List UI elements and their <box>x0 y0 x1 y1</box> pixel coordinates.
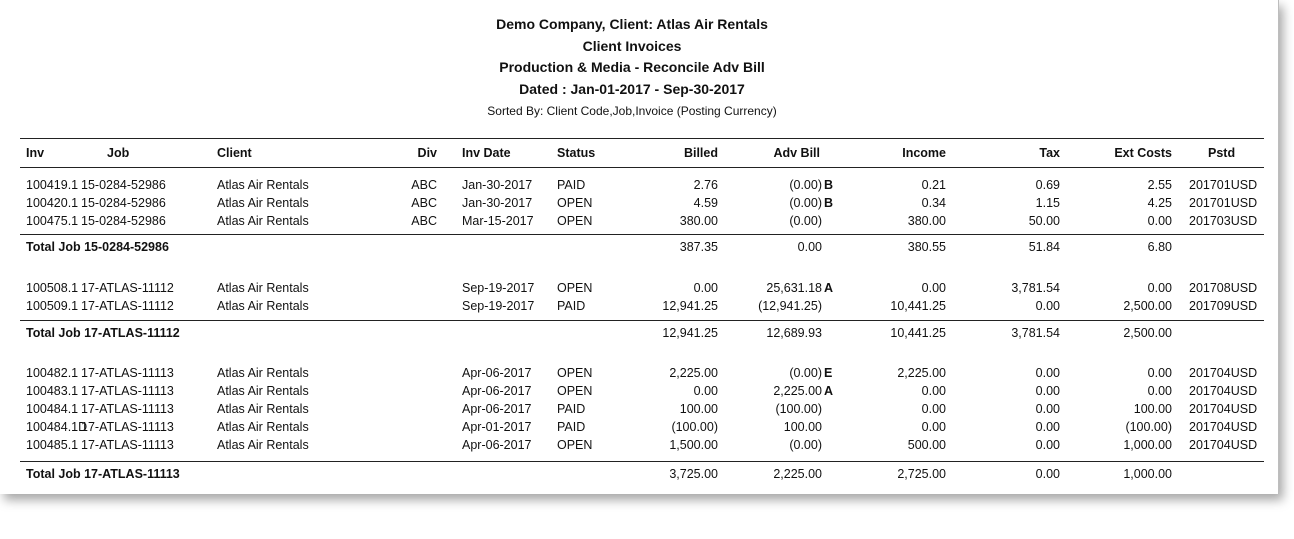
header-bottom-rule <box>20 167 1264 168</box>
inv-cell: 100485.1 <box>26 438 79 452</box>
ext-costs-cell: 100.00 <box>1133 402 1172 416</box>
billed-cell: 380.00 <box>679 214 718 228</box>
billed-cell: 0.00 <box>693 281 718 295</box>
client-cell: Atlas Air Rentals <box>217 178 309 192</box>
total-adv-bill: 0.00 <box>797 240 822 254</box>
adv-bill-cell: (0.00) <box>789 438 822 452</box>
table-row <box>0 213 1278 230</box>
job-cell: 17-ATLAS-11113 <box>81 402 174 416</box>
pstd-cell: 201704USD <box>1189 438 1258 452</box>
col-adv-bill-header: Adv Bill <box>773 146 820 160</box>
total-ext-costs: 6.80 <box>1147 240 1172 254</box>
billed-cell: 2.76 <box>693 178 718 192</box>
status-cell: PAID <box>557 178 586 192</box>
column-header-row <box>0 145 1278 162</box>
inv-date-cell: Apr-06-2017 <box>462 402 532 416</box>
adv-bill-cell: (12,941.25) <box>758 299 822 313</box>
col-income-header: Income <box>902 146 946 160</box>
adv-bill-cell: (0.00) <box>789 366 822 380</box>
income-cell: 0.00 <box>921 281 946 295</box>
client-cell: Atlas Air Rentals <box>217 214 309 228</box>
billed-cell: 0.00 <box>693 384 718 398</box>
total-label: Total Job 15-0284-52986 <box>26 240 169 254</box>
status-cell: OPEN <box>557 214 593 228</box>
div-cell <box>380 401 437 418</box>
ext-costs-cell: 0.00 <box>1147 366 1172 380</box>
job-total-row <box>0 325 1278 342</box>
adv-bill-flag: E <box>824 366 833 380</box>
total-billed: 387.35 <box>679 240 718 254</box>
col-inv-date-header: Inv Date <box>462 146 511 160</box>
client-cell: Atlas Air Rentals <box>217 196 309 210</box>
income-cell: 500.00 <box>907 438 946 452</box>
div-cell <box>380 280 437 297</box>
inv-cell: 100482.1 <box>26 366 79 380</box>
inv-date-cell: Sep-19-2017 <box>462 299 535 313</box>
client-cell: Atlas Air Rentals <box>217 384 309 398</box>
pstd-cell: 201701USD <box>1189 196 1258 210</box>
income-cell: 380.00 <box>907 214 946 228</box>
inv-date-cell: Mar-15-2017 <box>462 214 534 228</box>
col-billed-header: Billed <box>683 146 718 160</box>
total-billed: 12,941.25 <box>662 326 718 340</box>
col-status-header: Status <box>557 146 596 160</box>
adv-bill-cell: 25,631.18 <box>766 281 822 295</box>
status-cell: OPEN <box>557 438 593 452</box>
total-income: 10,441.25 <box>890 326 946 340</box>
total-tax: 3,781.54 <box>1011 326 1060 340</box>
job-cell: 17-ATLAS-11113 <box>81 420 174 434</box>
div-cell: ABC <box>411 196 437 210</box>
inv-date-cell: Sep-19-2017 <box>462 281 535 295</box>
total-adv-bill: 12,689.93 <box>766 326 822 340</box>
adv-bill-flag: A <box>824 281 834 295</box>
div-cell <box>380 365 437 382</box>
client-cell: Atlas Air Rentals <box>217 438 309 452</box>
tax-cell: 0.00 <box>1035 420 1060 434</box>
tax-cell: 0.00 <box>1035 366 1060 380</box>
inv-date-cell: Apr-06-2017 <box>462 438 532 452</box>
status-cell: PAID <box>557 299 586 313</box>
col-ext-costs-header: Ext Costs <box>1114 146 1172 160</box>
total-tax: 0.00 <box>1035 467 1060 481</box>
job-cell: 15-0284-52986 <box>81 214 166 228</box>
total-ext-costs: 1,000.00 <box>1123 467 1172 481</box>
inv-date-cell: Apr-01-2017 <box>462 420 532 434</box>
client-cell: Atlas Air Rentals <box>217 420 309 434</box>
tax-cell: 1.15 <box>1035 196 1060 210</box>
table-row <box>0 401 1278 418</box>
pstd-cell: 201704USD <box>1189 420 1258 434</box>
table-row <box>0 365 1278 382</box>
report-header <box>0 14 1264 121</box>
job-cell: 17-ATLAS-11113 <box>81 438 174 452</box>
client-cell: Atlas Air Rentals <box>217 281 309 295</box>
job-cell: 15-0284-52986 <box>81 178 166 192</box>
tax-cell: 0.00 <box>1035 438 1060 452</box>
inv-cell: 100483.1 <box>26 384 79 398</box>
ext-costs-cell: 0.00 <box>1147 281 1172 295</box>
job-cell: 17-ATLAS-11113 <box>81 366 174 380</box>
status-cell: PAID <box>557 420 586 434</box>
inv-date-cell: Apr-06-2017 <box>462 384 532 398</box>
div-cell <box>380 383 437 400</box>
billed-cell: 1,500.00 <box>669 438 718 452</box>
status-cell: OPEN <box>557 196 593 210</box>
inv-date-cell: Apr-06-2017 <box>462 366 532 380</box>
billed-cell: 2,225.00 <box>669 366 718 380</box>
ext-costs-cell: 0.00 <box>1147 214 1172 228</box>
total-ext-costs: 2,500.00 <box>1123 326 1172 340</box>
total-rule <box>20 461 1264 462</box>
inv-date-cell: Jan-30-2017 <box>462 196 533 210</box>
job-cell: 17-ATLAS-11112 <box>81 281 174 295</box>
client-cell: Atlas Air Rentals <box>217 402 309 416</box>
income-cell: 0.34 <box>921 196 946 210</box>
income-cell: 0.00 <box>921 384 946 398</box>
income-cell: 10,441.25 <box>890 299 946 313</box>
adv-bill-flag: B <box>824 196 834 210</box>
income-cell: 0.00 <box>921 402 946 416</box>
div-cell <box>380 298 437 315</box>
adv-bill-flag: B <box>824 178 834 192</box>
status-cell: OPEN <box>557 384 593 398</box>
tax-cell: 0.00 <box>1035 402 1060 416</box>
date-range: Dated : Jan-01-2017 - Sep-30-2017 <box>519 80 745 97</box>
adv-bill-cell: (0.00) <box>789 178 822 192</box>
total-tax: 51.84 <box>1028 240 1060 254</box>
adv-bill-flag: A <box>824 384 834 398</box>
ext-costs-cell: 2,500.00 <box>1123 299 1172 313</box>
col-tax-header: Tax <box>1039 146 1060 160</box>
col-inv-header: Inv <box>26 146 45 160</box>
col-job-header: Job <box>107 146 130 160</box>
table-row <box>0 280 1278 297</box>
pstd-cell: 201701USD <box>1189 178 1258 192</box>
income-cell: 0.21 <box>921 178 946 192</box>
company-client-title: Demo Company, Client: Atlas Air Rentals <box>496 16 768 32</box>
adv-bill-cell: (0.00) <box>789 196 822 210</box>
status-cell: PAID <box>557 402 586 416</box>
billed-cell: (100.00) <box>671 420 718 434</box>
tax-cell: 50.00 <box>1028 214 1060 228</box>
total-label: Total Job 17-ATLAS-11112 <box>26 326 180 340</box>
col-div-header: Div <box>417 146 437 160</box>
tax-cell: 0.00 <box>1035 299 1060 313</box>
ext-costs-cell: (100.00) <box>1125 420 1172 434</box>
div-cell <box>380 437 437 454</box>
tax-cell: 0.00 <box>1035 384 1060 398</box>
tax-cell: 3,781.54 <box>1011 281 1060 295</box>
job-total-row <box>0 466 1278 483</box>
tax-cell: 0.69 <box>1035 178 1060 192</box>
client-cell: Atlas Air Rentals <box>217 366 309 380</box>
total-rule <box>20 234 1264 235</box>
billed-cell: 100.00 <box>679 402 718 416</box>
job-cell: 15-0284-52986 <box>81 196 166 210</box>
table-row <box>0 437 1278 454</box>
ext-costs-cell: 4.25 <box>1147 196 1172 210</box>
table-row <box>0 195 1278 212</box>
job-cell: 17-ATLAS-11113 <box>81 384 174 398</box>
col-client-header: Client <box>217 146 252 160</box>
inv-cell: 100509.1 <box>26 299 79 313</box>
client-cell: Atlas Air Rentals <box>217 299 309 313</box>
total-adv-bill: 2,225.00 <box>773 467 822 481</box>
income-cell: 0.00 <box>921 420 946 434</box>
table-row <box>0 177 1278 194</box>
inv-cell: 100484.1 <box>26 402 79 416</box>
job-cell: 17-ATLAS-11112 <box>81 299 174 313</box>
ext-costs-cell: 1,000.00 <box>1123 438 1172 452</box>
income-cell: 2,225.00 <box>897 366 946 380</box>
status-cell: OPEN <box>557 281 593 295</box>
billed-cell: 4.59 <box>693 196 718 210</box>
total-income: 2,725.00 <box>897 467 946 481</box>
div-cell: ABC <box>411 214 437 228</box>
report-subtitle: Production & Media - Reconcile Adv Bill <box>499 59 765 75</box>
inv-cell: 100419.1 <box>26 178 79 192</box>
pstd-cell: 201708USD <box>1189 281 1258 295</box>
inv-date-cell: Jan-30-2017 <box>462 178 533 192</box>
pstd-cell: 201709USD <box>1189 299 1258 313</box>
pstd-cell: 201704USD <box>1189 366 1258 380</box>
ext-costs-cell: 0.00 <box>1147 384 1172 398</box>
pstd-cell: 201704USD <box>1189 384 1258 398</box>
status-cell: OPEN <box>557 366 593 380</box>
total-rule <box>20 320 1264 321</box>
adv-bill-cell: 100.00 <box>783 420 822 434</box>
sort-description: Sorted By: Client Code,Job,Invoice (Posting Currency) <box>487 104 777 118</box>
total-income: 380.55 <box>907 240 946 254</box>
inv-cell: 100420.1 <box>26 196 79 210</box>
col-pstd-header: Pstd <box>1208 146 1236 160</box>
report-title: Client Invoices <box>582 37 682 54</box>
pstd-cell: 201704USD <box>1189 402 1258 416</box>
pstd-cell: 201703USD <box>1189 214 1258 228</box>
billed-cell: 12,941.25 <box>662 299 718 313</box>
table-row <box>0 419 1278 436</box>
inv-cell: 100508.1 <box>26 281 79 295</box>
inv-cell: 100484.1D <box>26 420 88 434</box>
adv-bill-cell: 2,225.00 <box>773 384 822 398</box>
adv-bill-cell: (100.00) <box>775 402 822 416</box>
table-row <box>0 298 1278 315</box>
div-cell: ABC <box>411 178 437 192</box>
table-row <box>0 383 1278 400</box>
total-label: Total Job 17-ATLAS-11113 <box>26 467 180 481</box>
adv-bill-cell: (0.00) <box>789 214 822 228</box>
header-top-rule <box>20 138 1264 139</box>
total-billed: 3,725.00 <box>669 467 718 481</box>
job-total-row <box>0 239 1278 256</box>
div-cell <box>380 419 437 436</box>
ext-costs-cell: 2.55 <box>1147 178 1172 192</box>
inv-cell: 100475.1 <box>26 214 79 228</box>
